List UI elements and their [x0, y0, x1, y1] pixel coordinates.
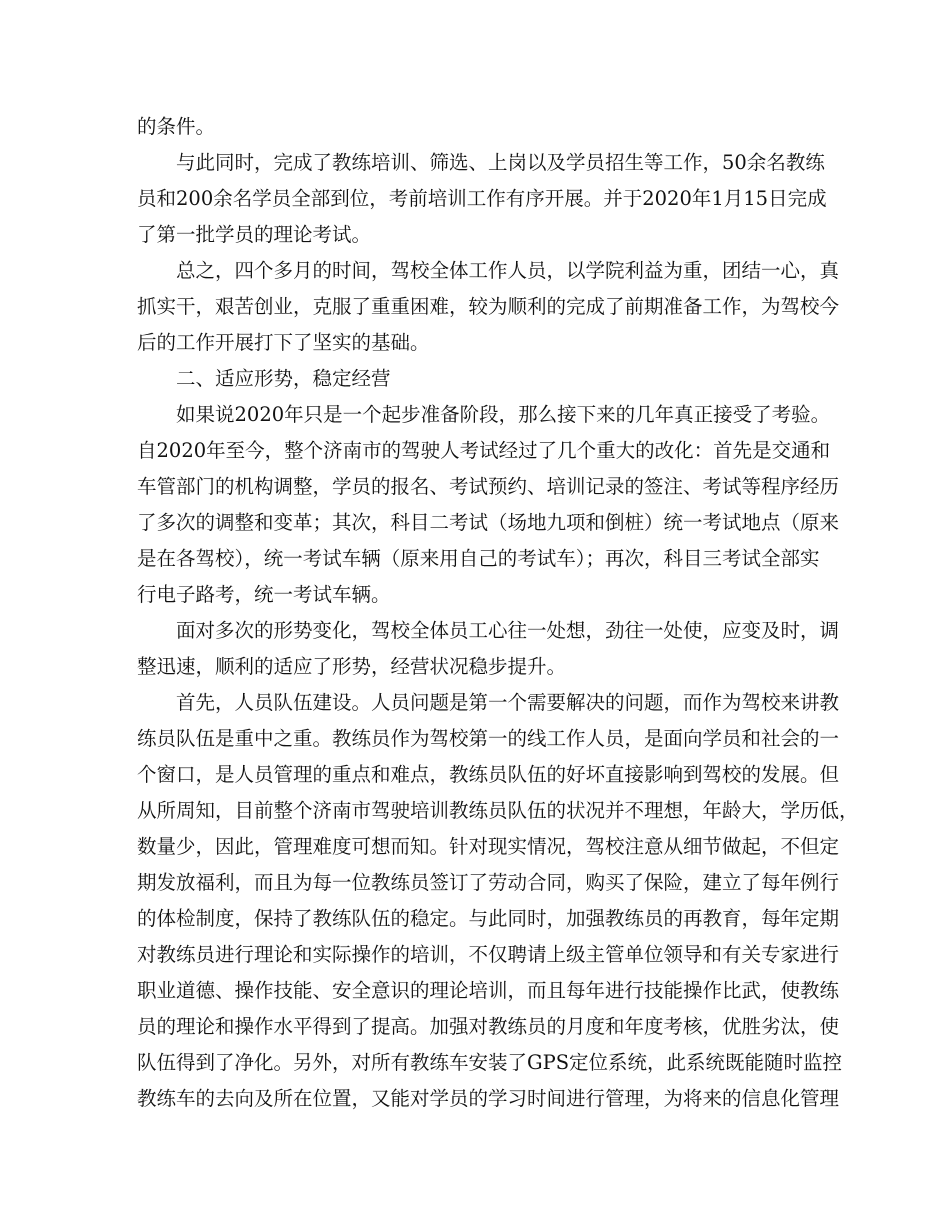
text-line: [0, 1046, 950, 1080]
line-text: 的体检制度，保持了教练队伍的稳定。与此同时，加强教练员的再教育，每年定期: [137, 907, 840, 930]
text-line: [0, 254, 950, 288]
text-line: [0, 866, 950, 900]
text-line: [0, 182, 950, 216]
text-line: [0, 326, 950, 360]
text-line: [0, 1010, 950, 1044]
line-text: 期发放福利，而且为每一位教练员签订了劳动合同，购买了保险，建立了每年例行: [137, 871, 840, 894]
line-text: 的条件。: [137, 115, 216, 138]
line-text: 了第一批学员的理论考试。: [137, 223, 372, 246]
line-text: 与此同时，完成了教练培训、筛选、上岗以及学员招生等工作，50余名教练: [176, 151, 825, 174]
text-line: [0, 578, 950, 612]
text-line: [0, 758, 950, 792]
line-text: 员和200余名学员全部到位，考前培训工作有序开展。并于2020年1月15日完成: [137, 187, 827, 210]
text-line: [0, 506, 950, 540]
text-line: [0, 722, 950, 756]
line-text: 数量少，因此，管理难度可想而知。针对现实情况，驾校注意从细节做起，不但定: [137, 835, 840, 858]
text-line: [0, 974, 950, 1008]
text-line: [0, 110, 950, 144]
text-line: [0, 650, 950, 684]
text-line: [0, 614, 950, 648]
line-text: 面对多次的形势变化，驾校全体员工心往一处想，劲往一处使，应变及时，调: [176, 619, 840, 642]
line-text: 自2020年至今，整个济南市的驾驶人考试经过了几个重大的改化：首先是交通和: [137, 439, 831, 462]
text-line: [0, 542, 950, 576]
line-text: 后的工作开展打下了坚实的基础。: [137, 331, 430, 354]
line-text: 整迅速，顺利的适应了形势，经营状况稳步提升。: [137, 655, 567, 678]
text-line: [0, 686, 950, 720]
section-heading: [0, 362, 950, 396]
text-line: [0, 146, 950, 180]
line-text: 练员队伍是重中之重。教练员作为驾校第一的线工作人员，是面向学员和社会的一: [137, 727, 840, 750]
text-line: [0, 470, 950, 504]
line-text: 二、适应形势，稳定经营: [176, 367, 391, 390]
line-text: 职业道德、操作技能、安全意识的理论培训，而且每年进行技能操作比武，使教练: [137, 979, 840, 1002]
line-text: 如果说2020年只是一个起步准备阶段，那么接下来的几年真正接受了考验。: [176, 403, 831, 426]
text-line: [0, 290, 950, 324]
text-line: [0, 902, 950, 936]
line-text: 员的理论和操作水平得到了提高。加强对教练员的月度和年度考核，优胜劣汰，使: [137, 1015, 840, 1038]
line-text: 了多次的调整和变革；其次，科目二考试（场地九项和倒桩）统一考试地点（原来: [137, 511, 840, 534]
text-line: [0, 398, 950, 432]
line-text: 首先，人员队伍建设。人员问题是第一个需要解决的问题，而作为驾校来讲教: [176, 691, 840, 714]
text-line: [0, 794, 950, 828]
line-text: 车管部门的机构调整，学员的报名、考试预约、培训记录的签注、考试等程序经历: [137, 475, 840, 498]
line-text: 是在各驾校），统一考试车辆（原来用自己的考试车）；再次，科目三考试全部实: [137, 547, 820, 570]
line-text: 从所周知，目前整个济南市驾驶培训教练员队伍的状况并不理想，年龄大，学历低，: [137, 799, 859, 822]
line-text: 行电子路考，统一考试车辆。: [137, 583, 391, 606]
line-text: 个窗口，是人员管理的重点和难点，教练员队伍的好坏直接影响到驾校的发展。但: [137, 763, 840, 786]
line-text: 队伍得到了净化。另外，对所有教练车安装了GPS定位系统，此系统既能随时监控: [137, 1051, 843, 1074]
text-line: [0, 218, 950, 252]
text-line: [0, 938, 950, 972]
line-text: 教练车的去向及所在位置，又能对学员的学习时间进行管理，为将来的信息化管理: [137, 1087, 840, 1110]
text-line: [0, 1082, 950, 1116]
line-text: 抓实干，艰苦创业，克服了重重困难，较为顺利的完成了前期准备工作，为驾校今: [137, 295, 840, 318]
text-line: [0, 830, 950, 864]
line-text: 总之，四个多月的时间，驾校全体工作人员，以学院利益为重，团结一心，真: [176, 259, 840, 282]
line-text: 对教练员进行理论和实际操作的培训，不仅聘请上级主管单位领导和有关专家进行: [137, 943, 840, 966]
text-line: [0, 434, 950, 468]
